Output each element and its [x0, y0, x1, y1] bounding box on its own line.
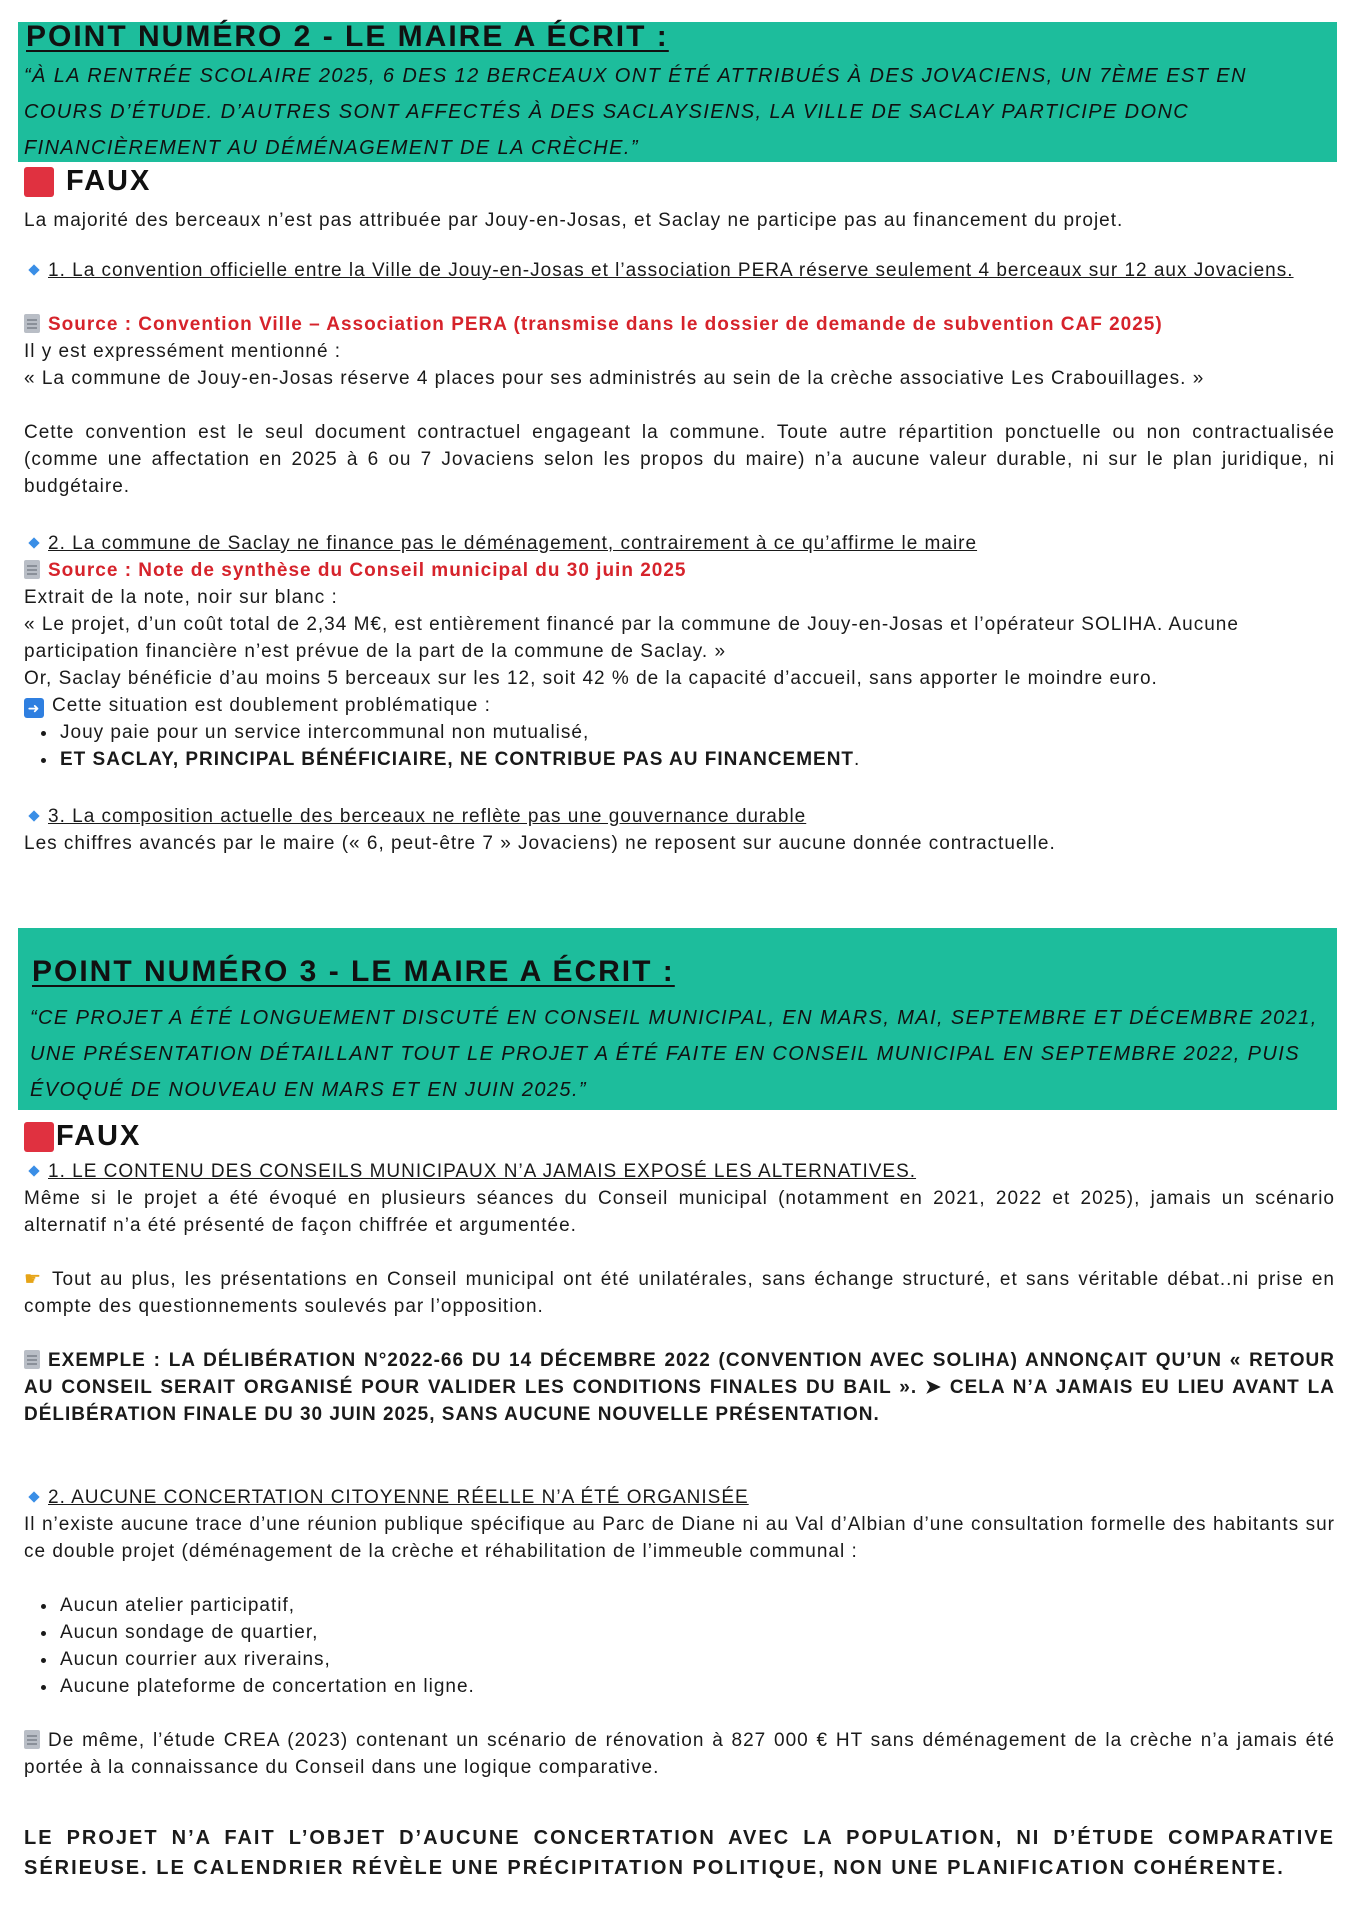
point2-summary: La majorité des berceaux n’est pas attribuée par Jouy-en-Josas, et Saclay ne participe pas au financement du projet. [24, 210, 1124, 231]
document-icon [24, 314, 40, 333]
point2-title: POINT NUMÉRO 2 - LE MAIRE A ÉCRIT : [26, 20, 669, 53]
point2-section1-source: Source : Convention Ville – Association PERA (transmise dans le dossier de demande de subvention CAF 2025) [24, 311, 1335, 338]
document-icon [24, 1350, 40, 1369]
list-item: • Jouy paie pour un service intercommunal non mutualisé, [58, 719, 860, 746]
point3-section2-list [24, 1592, 475, 1700]
point3-section2-heading: 2. AUCUNE CONCERTATION CITOYENNE RÉELLE N’A ÉTÉ ORGANISÉE [24, 1484, 1335, 1511]
point2-section3-text1: Les chiffres avancés par le maire (« 6, peut-être 7 » Jovaciens) ne reposent sur aucune donnée contractuelle. [24, 833, 1056, 854]
point2-section2-text4: ➜ Cette situation est doublement problématique : [24, 692, 1335, 719]
point3-section2-text1: Il n’existe aucune trace d’une réunion publique spécifique au Parc de Diane ni au Val d’Albian d’une consultation formelle des habitants sur ce double projet (déménagement de la crèche et réhabilitation de l’immeuble communal : [24, 1514, 1335, 1562]
point3-section1-text1: Même si le projet a été évoqué en plusieurs séances du Conseil municipal (notamment en 2021, 2022 et 2025), jamais un scénario alternatif n’a été présenté de façon chiffrée et argumentée. [24, 1188, 1335, 1236]
point2-section2-text1: Extrait de la note, noir sur blanc : [24, 587, 338, 608]
point2-section2-list [24, 719, 860, 773]
blue-diamond-icon [28, 1165, 39, 1176]
blue-diamond-icon [28, 264, 39, 275]
list-item: • ET SACLAY, PRINCIPAL BÉNÉFICIAIRE, NE CONTRIBUE PAS AU FINANCEMENT. [58, 746, 860, 773]
point3-section1-text2: ☛ Tout au plus, les présentations en Conseil municipal ont été unilatérales, sans échange structuré, et sans véritable débat..ni prise en compte des questionnements soulevés par l’opposition. [24, 1266, 1335, 1320]
point3-quote: “CE PROJET A ÉTÉ LONGUEMENT DISCUTÉ EN CONSEIL MUNICIPAL, EN MARS, MAI, SEPTEMBRE ET DÉCEMBRE 2021, UNE PRÉSENTATION DÉTAILLANT TOUT LE PROJET A ÉTÉ FAITE EN CONSEIL MUNICIPAL EN SEPTEMBRE 2022, PUIS ÉVOQUÉ DE NOUVEAU EN MARS ET EN JUIN 2025.” [30, 1007, 1318, 1101]
point3-conclusion: LE PROJET N’A FAIT L’OBJET D’AUCUNE CONCERTATION AVEC LA POPULATION, NI D’ÉTUDE COMPARATIVE SÉRIEUSE. LE CALENDRIER RÉVÈLE UNE PRÉCIPITATION POLITIQUE, NON UNE PLANIFICATION COHÉRENTE. [24, 1827, 1335, 1879]
point3-section2-text2: De même, l’étude CREA (2023) contenant un scénario de rénovation à 827 000 € HT sans déménagement de la crèche n’a jamais été portée à la connaissance du Conseil dans une logique comparative. [24, 1730, 1335, 1778]
pointing-hand-icon: ☛ [24, 1269, 43, 1290]
point3-section1-heading: 1. LE CONTENU DES CONSEILS MUNICIPAUX N’A JAMAIS EXPOSÉ LES ALTERNATIVES. [24, 1158, 1335, 1185]
point2-section1-text3: Cette convention est le seul document contractuel engageant la commune. Toute autre répartition ponctuelle ou non contractualisée (comme une affectation en 2025 à 6 ou 7 Jovaciens selon les propos du maire) n’a aucune valeur durable, ni sur le plan juridique, ni budgétaire. [24, 422, 1335, 497]
point3-verdict [24, 1120, 141, 1153]
point3-title: POINT NUMÉRO 3 - LE MAIRE A ÉCRIT : [32, 955, 675, 988]
point2-section2-text3: Or, Saclay bénéficie d’au moins 5 berceaux sur les 12, soit 42 % de la capacité d’accueil, sans apporter le moindre euro. [24, 668, 1158, 689]
point2-section1-heading: 1. La convention officielle entre la Ville de Jouy-en-Josas et l’association PERA réserve seulement 4 berceaux sur 12 aux Jovaciens. [24, 257, 1335, 284]
red-square-icon [24, 1122, 54, 1152]
right-arrow-icon: ➜ [24, 698, 44, 718]
point2-verdict [24, 165, 151, 198]
point2-section3-heading: 3. La composition actuelle des berceaux ne reflète pas une gouvernance durable [24, 803, 1335, 830]
blue-diamond-icon [28, 1491, 39, 1502]
point2-quote: “À LA RENTRÉE SCOLAIRE 2025, 6 DES 12 BERCEAUX ONT ÉTÉ ATTRIBUÉS À DES JOVACIENS, UN 7ÈME EST EN COURS D’ÉTUDE. D’AUTRES SONT AFFECTÉS À DES SACLAYSIENS, LA VILLE DE SACLAY PARTICIPE DONC FINANCIÈREMENT AU DÉMÉNAGEMENT DE LA CRÈCHE.” [24, 65, 1247, 159]
blue-diamond-icon [28, 810, 39, 821]
point2-section2-text2: « Le projet, d’un coût total de 2,34 M€, est entièrement financé par la commune de Jouy-en-Josas et l’opérateur SOLIHA. Aucune participation financière n’est prévue de la part de la commune de Saclay. » [24, 614, 1239, 662]
list-item: • Aucun courrier aux riverains, [58, 1646, 475, 1673]
verdict-label: FAUX [56, 1120, 142, 1152]
point2-section2-heading: 2. La commune de Saclay ne finance pas le déménagement, contrairement à ce qu’affirme le maire [24, 530, 1335, 557]
document-icon [24, 1730, 40, 1749]
list-item: • Aucun atelier participatif, [58, 1592, 475, 1619]
blue-diamond-icon [28, 537, 39, 548]
list-item: • Aucun sondage de quartier, [58, 1619, 475, 1646]
verdict-label: FAUX [66, 165, 152, 197]
document-icon [24, 560, 40, 579]
point3-example: EXEMPLE : LA DÉLIBÉRATION N°2022-66 DU 14 DÉCEMBRE 2022 (CONVENTION AVEC SOLIHA) ANNONÇAIT QU’UN « RETOUR AU CONSEIL SERAIT ORGANISÉ POUR VALIDER LES CONDITIONS FINALES DU BAIL ». ➤ CELA N’A JAMAIS EU LIEU AVANT LA DÉLIBÉRATION FINALE DU 30 JUIN 2025, SANS AUCUNE NOUVELLE PRÉSENTATION. [24, 1350, 1335, 1425]
list-item: • Aucune plateforme de concertation en ligne. [58, 1673, 475, 1700]
red-square-icon [24, 167, 54, 197]
point2-section1-text2: « La commune de Jouy-en-Josas réserve 4 places pour ses administrés au sein de la crèche associative Les Crabouillages. » [24, 368, 1205, 389]
point2-section1-text1: Il y est expressément mentionné : [24, 341, 342, 362]
point2-section2-source: Source : Note de synthèse du Conseil municipal du 30 juin 2025 [24, 557, 1335, 584]
